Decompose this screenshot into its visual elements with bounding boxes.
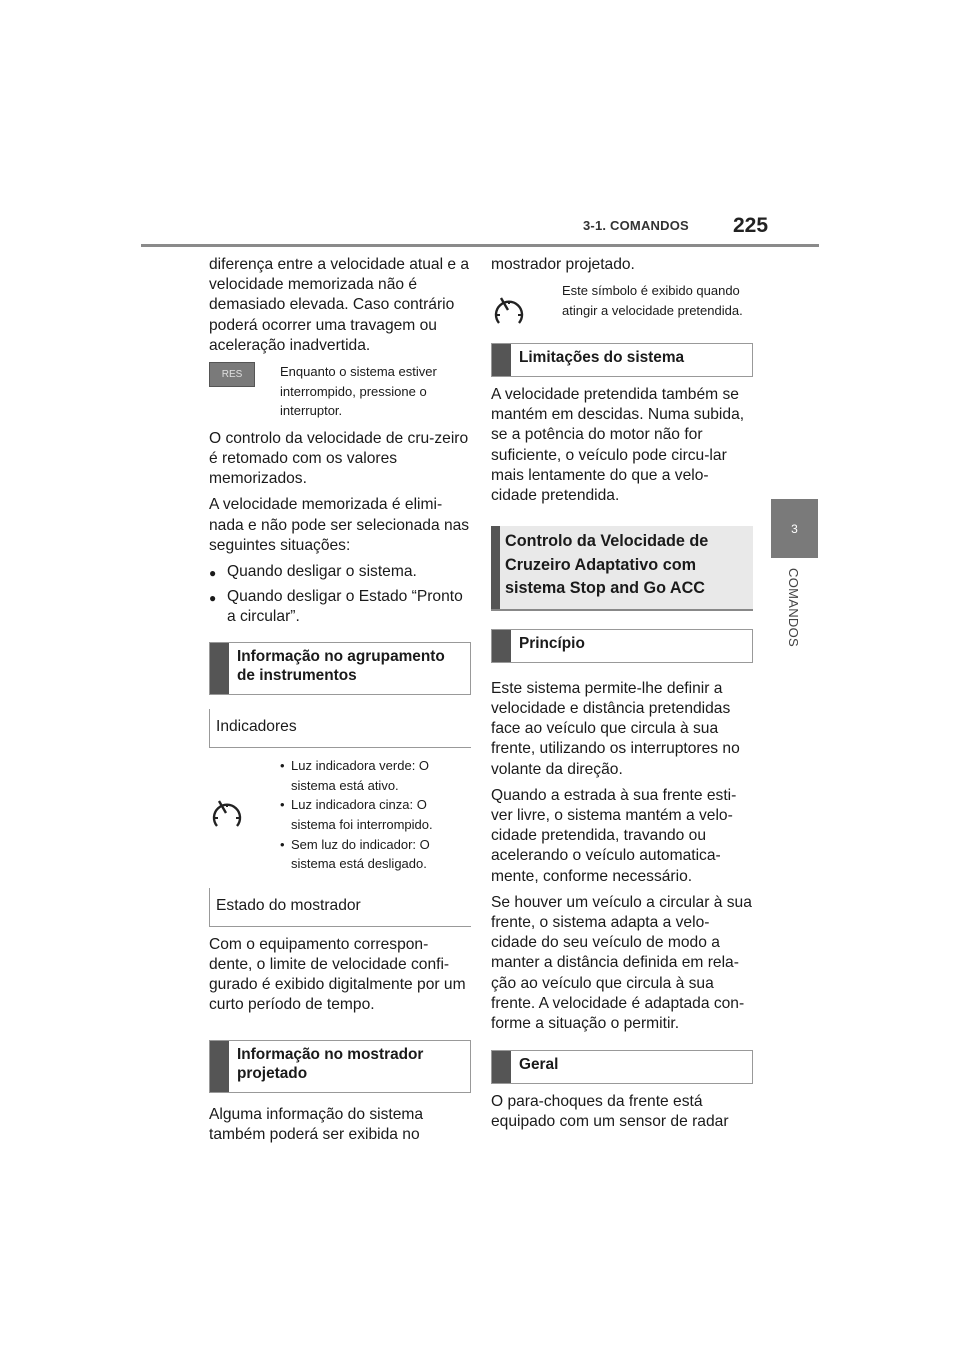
res-instruction <box>209 362 471 421</box>
section-heading <box>209 642 471 696</box>
paragraph: Alguma informação do sistema também poderá ser exibida no <box>209 1106 424 1144</box>
chapter-heading <box>491 526 753 611</box>
paragraph: Se houver um veículo a circular à sua frente, o sistema adapta a velo-cidade do seu veículo de modo a manter a distância definida em rela-ção ao veículo que circula à sua frente. A velocidade é adaptada con-forme a situação o permitir. <box>491 893 752 1033</box>
right-column <box>491 255 753 1138</box>
section-heading-text: Geral <box>519 1056 559 1074</box>
cruise-control-gauge-icon <box>209 796 245 832</box>
paragraph: A velocidade memorizada é elimi-nada e não pode ser selecionada nas seguintes situações: <box>209 496 470 554</box>
header-divider <box>141 244 819 247</box>
section-heading-text: Informação no mostrador projetado <box>237 1045 424 1083</box>
paragraph: A velocidade pretendida também se mantém em descidas. Numa subida, se a potência do motor não for suficiente, o veículo pode circu-lar mais lentamente do que a velo-cidade pretendida. <box>491 386 745 505</box>
section-heading <box>209 1040 471 1094</box>
chapter-label: COMANDOS <box>786 568 801 647</box>
list-item-text: Sem luz do indicador: O sistema está desligado. <box>291 836 430 872</box>
indicator-block <box>209 756 471 874</box>
paragraph: Quando a estrada à sua frente esti-ver livre, o sistema mantém a velo-cidade pretendida, travando ou acelerando o veículo automatica-mente, conforme necessário. <box>491 786 737 885</box>
list-item-text: Luz indicadora cinza: O sistema foi interrompido. <box>291 797 433 832</box>
list-item: • Sem luz do indicador: O sistema está desligado. <box>280 835 471 874</box>
section-heading <box>491 629 753 663</box>
chapter-heading-text: Controlo da Velocidade de Cruzeiro Adaptativo com sistema Stop and Go ACC <box>505 532 709 598</box>
section-title: 3-1. COMANDOS <box>583 218 689 233</box>
icon-description: Este símbolo é exibido quando atingir a velocidade pretendida. <box>562 283 743 318</box>
paragraph: O para-choques da frente está equipado com um sensor de radar <box>491 1093 729 1131</box>
page-number: 225 <box>733 214 769 237</box>
res-text: Enquanto o sistema estiver interrompido, pressione o interruptor. <box>280 364 437 419</box>
section-heading-text: Informação no agrupamento de instrumentos <box>237 647 445 685</box>
list-item: • Luz indicadora verde: O sistema está ativo. <box>280 756 471 795</box>
subheading-indicators: Indicadores <box>209 709 471 748</box>
subheading-display-state: Estado do mostrador <box>209 888 471 927</box>
cruise-control-gauge-icon <box>491 293 527 329</box>
paragraph: Com o equipamento correspon-dente, o limite de velocidade confi-gurado é exibido digitalmente por um curto período de tempo. <box>209 935 466 1014</box>
indicator-list <box>280 756 471 874</box>
list-item: ● Quando desligar o Estado “Pronto a circular”. <box>209 587 471 627</box>
section-heading-text: Princípio <box>519 635 585 652</box>
res-button-icon <box>209 362 255 387</box>
res-button-label: RES <box>221 369 243 381</box>
list-item: • Luz indicadora cinza: O sistema foi interrompido. <box>280 795 471 834</box>
paragraph: O controlo da velocidade de cru-zeiro é retomado com os valores memorizados. <box>209 429 469 488</box>
left-column <box>209 255 471 1152</box>
section-heading-text: Limitações do sistema <box>519 349 685 367</box>
list-item-text: Quando desligar o Estado “Pronto a circular”. <box>227 588 463 626</box>
chapter-number: 3 <box>791 521 798 536</box>
paragraph: Este sistema permite-lhe definir a velocidade e distância pretendidas face ao veículo que circula à sua frente, utilizando os interruptores no volante da direção. <box>491 679 740 778</box>
section-heading <box>491 343 753 377</box>
speed-reached-note <box>491 281 753 329</box>
chapter-tab[interactable] <box>771 499 818 558</box>
section-heading <box>491 1050 753 1084</box>
paragraph: mostrador projetado. <box>491 256 635 273</box>
paragraph: diferença entre a velocidade atual e a velocidade memorizada não é demasiado elevada. Caso contrário poderá ocorrer uma travagem ou aceleração inadvertida. <box>209 256 470 354</box>
list-item-text: Quando desligar o sistema. <box>227 563 417 581</box>
list-item: ● Quando desligar o sistema. <box>209 562 471 583</box>
list-item-text: Luz indicadora verde: O sistema está ativo. <box>291 758 430 793</box>
